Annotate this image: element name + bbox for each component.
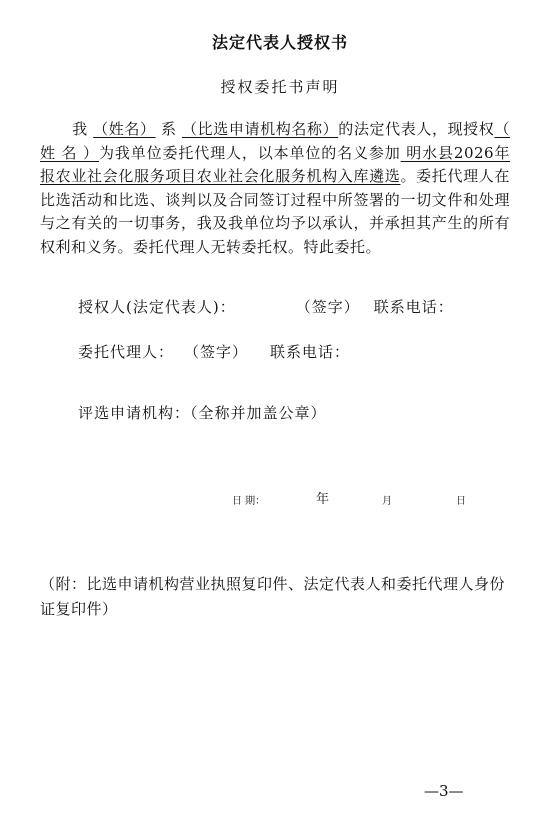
date-row: [0, 488, 560, 512]
agent-sign: （签字）: [184, 343, 249, 361]
authorization-paragraph: [40, 118, 510, 259]
para-text-4: 为我单位委托代理人，以本单位的名义参加: [98, 143, 401, 162]
org-label: 评选申请机构：（全称并加盖公章）: [78, 404, 327, 422]
name-field-1: （姓名）: [93, 120, 156, 138]
para-text-2: 系: [161, 120, 177, 138]
date-label: 日 期：: [232, 496, 266, 507]
document-title: 法定代表人授权书: [211, 33, 348, 52]
name-field-2: （ 姓 名 ）: [40, 120, 510, 162]
org-line: [78, 402, 327, 423]
authorizer-phone-label: 联系电话：: [373, 298, 454, 316]
agent-label: 委托代理人：: [78, 343, 175, 361]
date-day: 日: [456, 496, 466, 507]
para-text-1: 我: [72, 120, 88, 138]
project-name-field: 明水县2026年报农业社会化服务项目农业社会化服务机构入库遴选: [40, 143, 510, 185]
authorizer-line: [78, 296, 454, 317]
page-number: —3—: [424, 782, 464, 800]
date-month: 月: [382, 496, 392, 507]
document-subtitle: 授权委托书声明: [220, 78, 340, 96]
agent-line: [78, 341, 350, 362]
authorizer-label: 授权人(法定代表人)：: [78, 298, 236, 316]
para-text-3: 的法定代表人，现授权: [338, 120, 495, 138]
authorizer-sign: （签字）: [295, 298, 360, 316]
attachment-note: （附：比选申请机构营业执照复印件、法定代表人和委托代理人身份证复印件）: [40, 575, 506, 618]
para-text-5: 。委托代理人在比选活动和比选、谈判以及合同签订过程中所签署的一切文件和处理与之有关的一切事务，我及我单位均予以承认，并承担其产生的所有权利和义务。委托代理人无转委托权。特此委托。: [40, 167, 510, 256]
org-name-field: （比选申请机构名称）: [182, 120, 339, 138]
date-year: 年: [316, 492, 330, 507]
agent-phone-label: 联系电话：: [270, 343, 351, 361]
